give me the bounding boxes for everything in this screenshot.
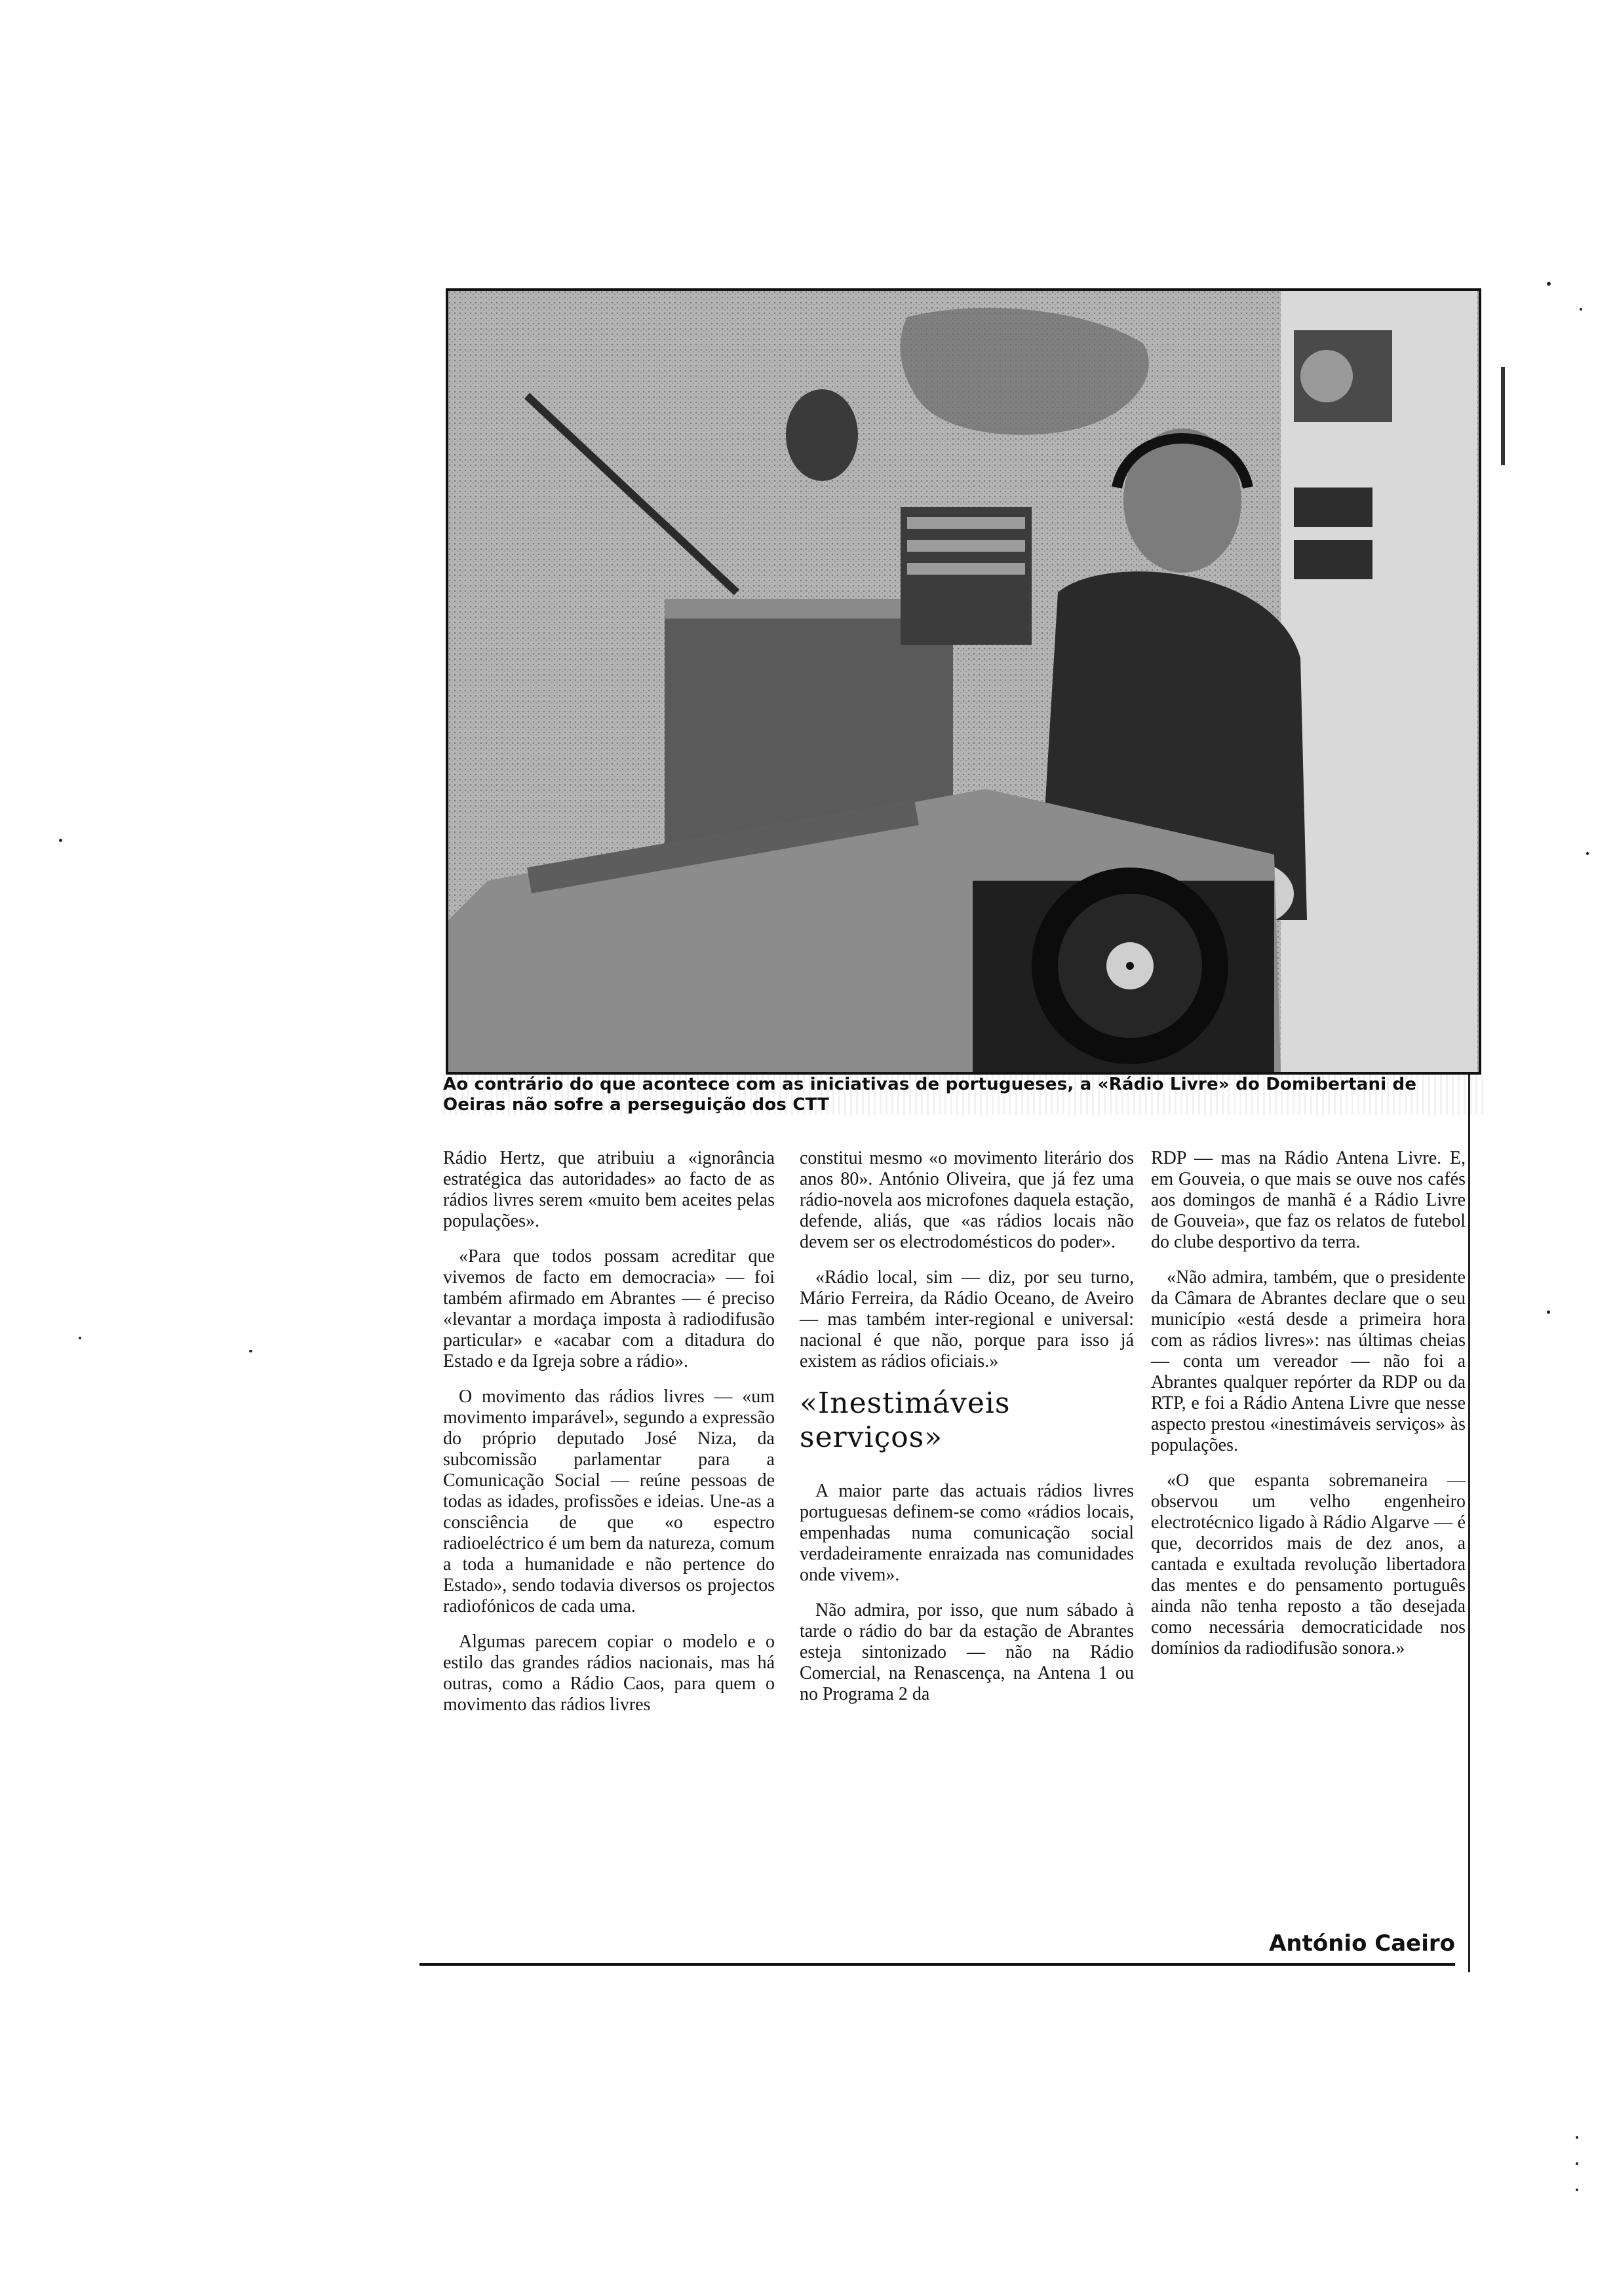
col2-paragraph-4: Não admira, por isso, que num sábado à tarde o rádio do bar da estação de Abrantes esteja sintonizado — não na Rádio Comercial, na Renascença, na Antena 1 ou no Programa 2 da — [800, 1600, 1134, 1704]
radio-studio-photo-icon — [448, 291, 1479, 1072]
col1-paragraph-3: O movimento das rádios livres — «um movimento imparável», segundo a expressão do próprio deputado José Niza, da subcomissão parlamentar para a Comunicação Social — reúne pessoas de todas as idades, profissões e ideias. Une-as a consciência de que «o espectro radioeléctrico é um bem da natureza, comum a toda a humanidade e não pertence do Estado», sendo todavia diversos os projectos radiofónicos de cada uma. — [443, 1387, 775, 1617]
bottom-rule — [419, 1963, 1455, 1966]
col2-paragraph-3: A maior parte das actuais rádios livres portuguesas definem-se como «rádios locais, empenhadas numa comunicação social verdadeiramente enraizada nas comunidades onde vivem». — [800, 1481, 1134, 1585]
scan-speck — [59, 839, 62, 842]
scan-speck — [79, 1337, 81, 1339]
scan-speck — [1576, 2162, 1578, 2165]
article-column-1 — [443, 1148, 775, 1730]
scan-speck — [1547, 282, 1551, 286]
edge-mark — [1501, 367, 1505, 465]
col1-paragraph-4: Algumas parecem copiar o modelo e o estilo das grandes rádios nacionais, mas há outras, como a Rádio Caos, para quem o movimento das rádios livres — [443, 1632, 775, 1715]
author-byline: António Caeiro — [1269, 1930, 1455, 1957]
section-subheading: «Inestimáveis serviços» — [800, 1387, 1011, 1454]
article-column-3 — [1151, 1148, 1466, 1674]
col1-paragraph-1: Rádio Hertz, que atribuiu a «ignorância estratégica das autoridades» ao facto de as rádios livres serem «muito bem aceites pelas populações». — [443, 1148, 775, 1231]
scan-speck — [1576, 2189, 1578, 2191]
scan-speck — [1586, 852, 1589, 855]
photo-caption: Ao contrário do que acontece com as iniciativas de portugueses, a «Rádio Livre» do Domibertani de Oeiras não sofre a perseguição dos CTT — [443, 1075, 1485, 1115]
article-photo — [446, 288, 1481, 1075]
scan-speck — [1580, 308, 1582, 311]
right-rule — [1468, 1075, 1470, 1972]
col2-paragraph-1: constitui mesmo «o movimento literário dos anos 80». António Oliveira, que já fez uma rádio-novela aos microfones daquela estação, defende, aliás, que «as rádios locais não devem ser os electrodomésticos do poder». — [800, 1148, 1134, 1252]
col3-paragraph-2: «Não admira, também, que o presidente da Câmara de Abrantes declare que o seu município «está desde a primeira hora com as rádios livres»: nas últimas cheias — conta um vereador — não foi a Abrantes qualquer repórter da RDP ou da RTP, e foi a Rádio Antena Livre que nesse aspecto prestou «inestimáveis serviços» às populações. — [1151, 1267, 1466, 1455]
col3-paragraph-3: «O que espanta sobremaneira — observou um velho engenheiro electrotécnico ligado à Rádio Algarve — é que, decorridos mais de dez anos, a cantada e exultada revolução libertadora das mentes e do pensamento português ainda não tenha reposto a tão desejada como necessária democraticidade nos domínios da radiodifusão sonora.» — [1151, 1470, 1466, 1658]
scan-speck — [249, 1350, 252, 1352]
col2-paragraph-2: «Rádio local, sim — diz, por seu turno, Mário Ferreira, da Rádio Oceano, de Aveiro — mas também inter-regional e universal: nacional é que não, porque para isso já existem as rádios oficiais.» — [800, 1267, 1134, 1371]
scan-speck — [1576, 2136, 1578, 2139]
col1-paragraph-2: «Para que todos possam acreditar que vivemos de facto em democracia» — foi também afirmado em Abrantes — é preciso «levantar a mordaça imposta à radiodifusão particular» e «acabar com a ditadura do Estado e da Igreja sobre a rádio». — [443, 1246, 775, 1371]
col3-paragraph-1: RDP — mas na Rádio Antena Livre. E, em Gouveia, o que mais se ouve nos cafés aos domingos de manhã é a Rádio Livre de Gouveia», que faz os relatos de futebol do clube desportivo da terra. — [1151, 1148, 1466, 1252]
scan-speck — [1547, 1311, 1550, 1314]
article-column-2 — [800, 1148, 1134, 1719]
